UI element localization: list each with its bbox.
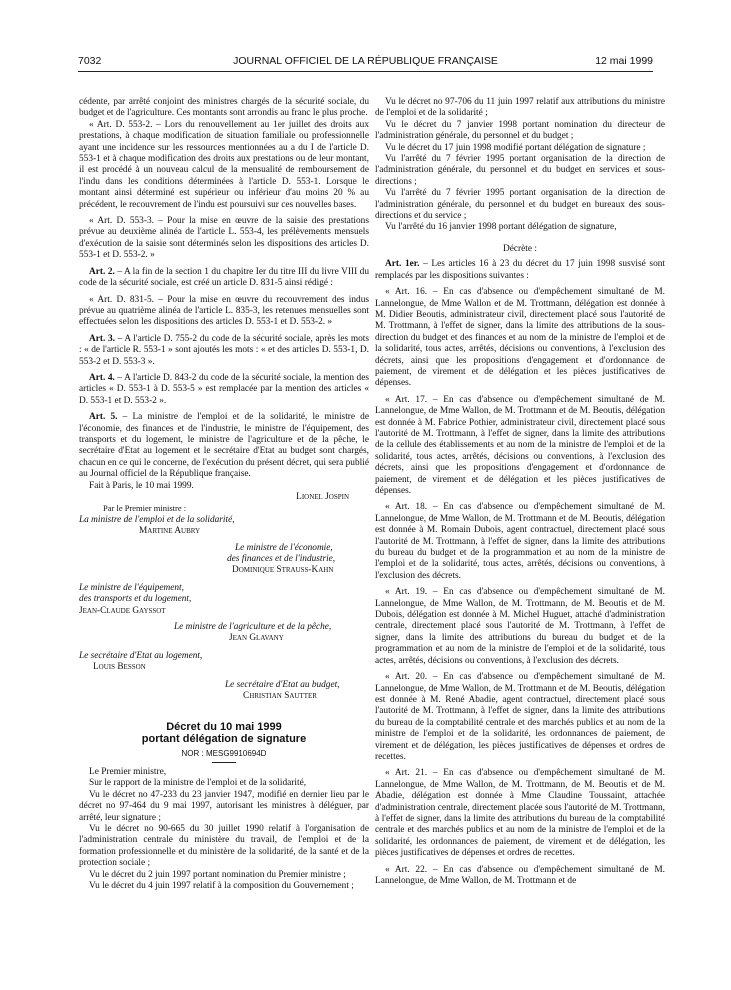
fait-a-paris: Fait à Paris, le 10 mai 1999.: [89, 480, 194, 491]
signature-name: Jean Glavany: [229, 633, 284, 644]
visa: Vu le décret du 2 juin 1997 portant nomination du Premier ministre ;: [89, 869, 346, 880]
article-label: Art. 4.: [89, 372, 115, 383]
article-4: [79, 373, 369, 407]
article-d831-5: « Art. D. 831-5. – Pour la mise en œuvre du recouvrement des indus prévue au quatrième alinéa de l'article L. 835-3, les retenues mensuelles sont effectuées selon les dispositions des articles D. 553-1 et D. 553-2. »: [79, 294, 369, 328]
signature-title: Le ministre de l'économie,: [235, 542, 333, 553]
article-17: « Art. 17. – En cas d'absence ou d'empêchement simultané de M. Lannelongue, de Mme Wallon, de M. Trottmann et de M. Beoutis, délégation est donnée à M. Fabrice Pothier, administrateur civil, directement placé sous l'autorité de M. Trottmann, à l'effet de signer, dans la limite des attributions de la cellule des établissements et au nom de la ministre de l'emploi et de la solidarité, tous actes, arrêtés, décisions ou conventions, à l'exclusion des décrets, ainsi que les propositions d'engagement et d'ordonnance de paiement, de virement et de délégation et les pièces justificatives de dépenses.: [375, 394, 665, 496]
page-number: 7032: [78, 55, 102, 67]
left-column: [79, 97, 369, 892]
article-label: Art. 1er.: [385, 259, 420, 270]
signature-title: Le secrétaire d'Etat au budget,: [225, 679, 340, 690]
signature-title: des transports et du logement,: [79, 594, 192, 605]
visa: Vu le décret du 7 janvier 1998 portant nomination du directeur de l'administration générale, du personnel et du budget ;: [375, 119, 665, 142]
decree-title: portant délégation de signature: [141, 733, 307, 745]
article-text: – A l'article D. 755-2 du code de la sécurité sociale, après les mots : « de l'article R. 553-1 » sont ajoutés les mots : « et des articles D. 553-1, D. 553-2 et D. 553-3 ».: [79, 333, 369, 367]
article-text: – La ministre de l'emploi et de la solidarité, le ministre de l'économie, des finances et de l'industrie, le ministre de l'équipement, des transports et du logement, le ministre de l'agriculture et de la pêche, le secrétaire d'Etat au logement et le secrétaire d'Etat au budget sont chargés, chacun en ce qui le concerne, de l'exécution du présent décret, qui sera publié au Journal officiel de la République française.: [79, 412, 370, 480]
article-label: Art. 5.: [89, 412, 118, 423]
article-text: – A l'article D. 843-2 du code de la sécurité sociale, la mention des articles « D. 553-1 à D. 553-5 » est remplacée par la mention des articles « D. 553-1 et D. 553-2 ».: [79, 372, 369, 406]
decree-title: Décret du 10 mai 1999: [166, 720, 282, 733]
article-21: « Art. 21. – En cas d'absence ou d'empêchement simultané de M. Lannelongue, de Mme Wallon, de M. Trottmann, de M. Beoutis et de M. Abadie, délégation est donnée à Mme Claudine Toussaint, attachée d'administration centrale, directement placée sous l'autorité de M. Trottmann, à l'effet de signer, dans la limite des attributions du bureau de la comptabilité centrale et des marchés publics et au nom de la ministre de l'emploi et de la solidarité, les ordonnances de paiement, de virement et de délégation, les pièces justificatives de dépenses et ordres de recettes.: [375, 768, 665, 859]
header-rule: [78, 71, 653, 72]
article-19: « Art. 19. – En cas d'absence ou d'empêchement simultané de M. Lannelongue, de Mme Wallon, de M. Trottmann, de M. Beoutis et de M. Dubois, délégation est donnée à M. Michel Huguet, attaché d'administration centrale, directement placé sous l'autorité de M. Trottmann, à l'effet de signer, dans la limite des attributions du bureau du budget et de la programmation et au nom de la ministre de l'emploi et de la solidarité, tous actes, arrêtés, décisions ou conventions, à l'exclusion des décrets.: [375, 587, 665, 666]
signatures: [79, 492, 369, 703]
signature-name: Martine Aubry: [139, 526, 201, 537]
visa: Vu le décret no 47-233 du 23 janvier 1947, modifié en dernier lieu par le décret no 97-464 du 9 mai 1997, autorisant les ministres à déléguer, par arrêté, leur signature ;: [79, 789, 369, 823]
right-column: [375, 97, 665, 887]
signature-name: Lionel Jospin: [296, 492, 349, 502]
nor-reference: NOR : MESG9910694D: [181, 748, 267, 758]
visa: Vu le décret no 90-665 du 30 juillet 1990 relatif à l'organisation de l'administration centrale du ministère du travail, de l'emploi et de la formation professionnelle et du ministère de la solidarité, de la santé et de la protection sociale ;: [79, 823, 369, 869]
article-22: « Art. 22. – En cas d'absence ou d'empêchement simultané de M. Lannelongue, de Mme Wallon, de M. Trottmann et de: [375, 864, 665, 886]
signature-title: Le ministre de l'équipement,: [79, 582, 184, 593]
visa: Vu le décret du 4 juin 1997 relatif à la composition du Gouvernement ;: [89, 880, 354, 891]
paragraph: cédente, par arrêté conjoint des ministres chargés de la sécurité sociale, du budget et de l'agriculture. Ces montants sont arrondis au franc le plus proche.: [79, 97, 369, 119]
article-3: [79, 334, 369, 368]
signature-name: Christian Sautter: [243, 691, 317, 702]
article-16: « Art. 16. – En cas d'absence ou d'empêchement simultané de M. Lannelongue, de Mme Wallon et de M. Trottmann, délégation est donnée à M. Didier Beoutis, administrateur civil, directement placé sous l'autorité de M. Trottmann, à l'effet de signer, dans la limite des attributions de la sous-direction du budget et des finances et au nom de la ministre de l'emploi et de la solidarité, tous actes, arrêtés, décisions ou conventions, à l'exclusion des décrets, ainsi que les propositions d'engagement et d'ordonnance de paiement, de virement et de délégation et les pièces justificatives de dépenses.: [375, 287, 665, 389]
article-label: Art. 2.: [89, 266, 115, 277]
article-text: – A la fin de la section 1 du chapitre Ier du titre III du livre VIII du code de la sécurité sociale, est créé un article D. 831-5 ainsi rédigé :: [79, 266, 370, 289]
article-20: « Art. 20. – En cas d'absence ou d'empêchement simultané de M. Lannelongue, de Mme Wallon, de M. Trottmann et de M. Beoutis, délégation est donnée à M. René Abadie, agent contractuel, directement placé sous l'autorité de M. Trottmann, à l'effet de signer, dans la limite des attributions du bureau de la comptabilité centrale et des marchés publics et au nom de la ministre de l'emploi et de la solidarité, les ordonnances de paiement, de virement et de délégation, les pièces justificatives de dépenses et ordres de recettes.: [375, 672, 665, 762]
visa: Vu l'arrêté du 16 janvier 1998 portant délégation de signature,: [385, 222, 617, 233]
signature-name: Jean-Claude Gayssot: [79, 605, 166, 616]
signature-title: Le secrétaire d'Etat au logement,: [79, 650, 203, 661]
article-d553-2: « Art. D. 553-2. – Lors du renouvellement au 1er juillet des droits aux prestations, à chaque modification de situation familiale ou professionnelle ayant une incidence sur les ressources mentionnées au a du I de l'article D. 553-1 et à chaque modification des droits aux prestations ou de leur montant, il est procédé à un nouveau calcul de la mensualité de remboursement de l'indu dans les conditions déterminées à l'article D. 553-1. Lorsque le montant ainsi déterminé est supérieur ou inférieur d'au moins 20 % au précédent, le recouvrement de l'indu est poursuivi sur ces nouvelles bases.: [79, 119, 369, 210]
article-18: « Art. 18. – En cas d'absence ou d'empêchement simultané de M. Lannelongue, de Mme Wallon, de M. Trottmann et de M. Beoutis, délégation est donnée à M. Romain Dubois, agent contractuel, directement placé sous l'autorité de M. Trottmann, à l'effet de signer, dans la limite des attributions du bureau du budget et de la programmation et au nom de la ministre de l'emploi et de la solidarité, tous actes, arrêtés, décisions ou conventions, à l'exclusion des décrets.: [375, 502, 665, 581]
article-text: – Les articles 16 à 23 du décret du 17 juin 1998 susvisé sont remplacés par les dispositions suivantes :: [375, 259, 666, 281]
journal-title: JOURNAL OFFICIEL DE LA RÉPUBLIQUE FRANÇAISE: [233, 55, 498, 67]
article-2: [79, 267, 369, 290]
signature-caption: Par le Premier ministre :: [103, 503, 187, 514]
paragraph: Le Premier ministre,: [89, 766, 167, 777]
article-d553-3: « Art. D. 553-3. – Pour la mise en œuvre de la saisie des prestations prévue au deuxième alinéa de l'article L. 553-4, les prélèvements mensuels d'exécution de la saisie sont déterminés selon les dispositions des articles D. 553-1 et D. 553-2. »: [79, 216, 369, 261]
decree-heading: [79, 721, 369, 763]
visa: Vu le décret du 17 juin 1998 modifié portant délégation de signature ;: [385, 142, 646, 153]
signature-name: Louis Besson: [93, 662, 146, 673]
article-label: Art. 3.: [89, 333, 115, 344]
visa: Vu l'arrêté du 7 février 1995 portant organisation de la direction de l'administration générale, du personnel et du budget en bureaux des sous-directions et du service ;: [375, 188, 665, 222]
signature-title: Le ministre de l'agriculture et de la pêche,: [174, 622, 332, 633]
divider: [212, 762, 236, 763]
signature-title: des finances et de l'industrie,: [227, 554, 336, 565]
article-1: [375, 259, 665, 282]
page-header: [78, 55, 653, 71]
visa: Vu l'arrêté du 7 février 1995 portant organisation de la direction de l'administration générale, du personnel et du budget en services et sous-directions ;: [375, 154, 665, 187]
visa: Sur le rapport de la ministre de l'emploi et de la solidarité,: [89, 778, 307, 789]
signature-title: La ministre de l'emploi et de la solidarité,: [79, 514, 235, 525]
publication-date: 12 mai 1999: [595, 55, 653, 67]
decrete-heading: Décrète :: [503, 243, 537, 254]
visa: Vu le décret no 97-706 du 11 juin 1997 relatif aux attributions du ministre de l'emploi et de la solidarité ;: [375, 97, 665, 119]
signature-name: Dominique Strauss-Kahn: [232, 565, 334, 576]
article-5: [79, 412, 369, 480]
